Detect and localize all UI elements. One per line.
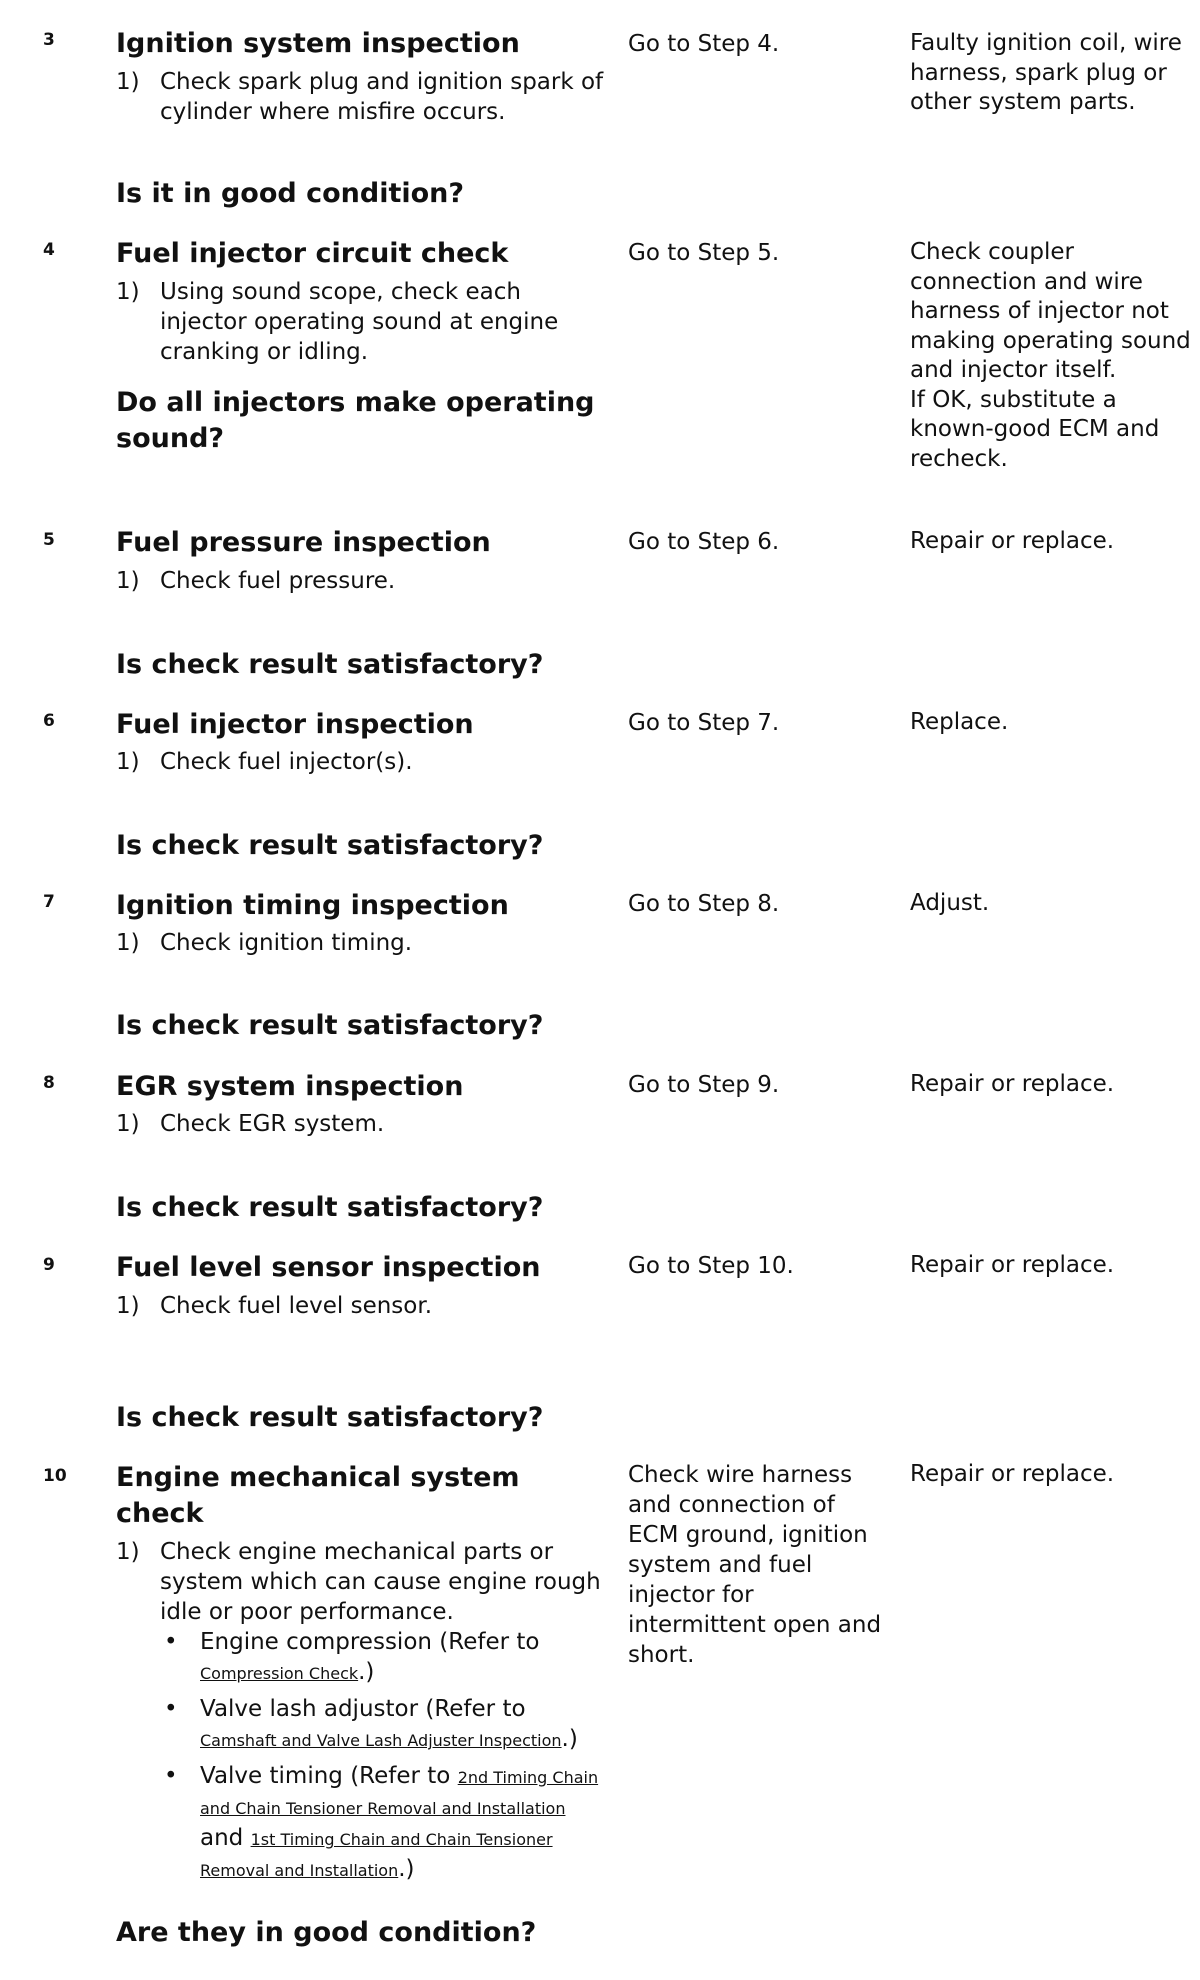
step-number-4: 4 — [43, 240, 55, 260]
item-text: Check fuel injector(s). — [160, 749, 413, 775]
step-no-10: Repair or replace. — [910, 1461, 1115, 1487]
step-yes-10: Check wire harness and connection of ECM ground, ignition system and fuel injector for intermittent open and short. — [628, 1462, 882, 1668]
step-no-9: Repair or replace. — [910, 1252, 1115, 1278]
item-text: Check spark plug and ignition spark of cylinder where misfire occurs. — [160, 69, 604, 125]
item-number: 1) — [116, 1111, 140, 1137]
step-item-8 — [116, 1109, 606, 1139]
step-title-3: Ignition system inspection — [116, 28, 520, 59]
bullet-item-compression — [160, 1627, 600, 1688]
item-text: Check fuel level sensor. — [160, 1293, 433, 1319]
step-yes-7: Go to Step 8. — [628, 891, 780, 917]
step-yes-4: Go to Step 5. — [628, 240, 780, 266]
step-item-9 — [116, 1291, 606, 1321]
item-number: 1) — [116, 279, 140, 305]
item-number: 1) — [116, 1293, 140, 1319]
step-title-7: Ignition timing inspection — [116, 890, 509, 921]
item-text: Check engine mechanical parts or system which can cause engine rough idle or poor performance. — [160, 1539, 601, 1625]
step-item-10 — [116, 1537, 606, 1627]
step-title-10: Engine mechanical system check — [116, 1462, 520, 1529]
second-timing-chain-link[interactable]: 2nd Timing Chain and Chain Tensioner Removal and Installation — [200, 1768, 599, 1818]
step-no-8: Repair or replace. — [910, 1071, 1115, 1097]
step-title-9: Fuel level sensor inspection — [116, 1252, 541, 1283]
step-item-3 — [116, 67, 606, 127]
step-question-9: Is check result satisfactory? — [116, 1402, 544, 1433]
step-number-3: 3 — [43, 30, 55, 50]
bullet-and: and — [200, 1825, 251, 1851]
bullet-text: Valve lash adjustor (Refer to — [200, 1696, 526, 1722]
step-title-6: Fuel injector inspection — [116, 709, 474, 740]
step-yes-6: Go to Step 7. — [628, 710, 780, 736]
step-title-8: EGR system inspection — [116, 1071, 464, 1102]
bullet-end: .) — [398, 1856, 415, 1882]
first-timing-chain-link[interactable]: 1st Timing Chain and Chain Tensioner Removal and Installation — [200, 1830, 553, 1880]
step-yes-5: Go to Step 6. — [628, 529, 780, 555]
step-question-10: Are they in good condition? — [116, 1917, 537, 1948]
step-number-6: 6 — [43, 711, 55, 731]
bullet-end: .) — [358, 1659, 375, 1685]
step-item-6 — [116, 747, 606, 777]
item-text: Using sound scope, check each injector operating sound at engine cranking or idling. — [160, 279, 559, 365]
item-text: Check ignition timing. — [160, 930, 413, 956]
step-no-7: Adjust. — [910, 890, 990, 916]
bullet-end: .) — [561, 1726, 578, 1752]
step-yes-8: Go to Step 9. — [628, 1072, 780, 1098]
compression-check-link[interactable]: Compression Check — [200, 1664, 359, 1683]
step-number-8: 8 — [43, 1073, 55, 1093]
item-number: 1) — [116, 930, 140, 956]
step-number-9: 9 — [43, 1255, 55, 1275]
item-number: 1) — [116, 1539, 140, 1565]
step-number-10: 10 — [43, 1466, 67, 1486]
step-question-5: Is check result satisfactory? — [116, 649, 544, 680]
item-number: 1) — [116, 69, 140, 95]
bullet-item-valve-lash — [160, 1694, 600, 1755]
bullet-list — [160, 1627, 600, 1891]
step-question-6: Is check result satisfactory? — [116, 830, 544, 861]
step-no-6: Replace. — [910, 709, 1009, 735]
step-title-4: Fuel injector circuit check — [116, 238, 509, 269]
item-number: 1) — [116, 568, 140, 594]
no-action-text: Check coupler connection and wire harness of injector not making operating sound and injector itself. — [910, 239, 1191, 383]
step-question-8: Is check result satisfactory? — [116, 1192, 544, 1223]
no-action-text-2: If OK, substitute a known-good ECM and recheck. — [910, 386, 1160, 472]
step-number-5: 5 — [43, 530, 55, 550]
bullet-icon: • — [164, 1696, 178, 1722]
step-no-3: Faulty ignition coil, wire harness, spark plug or other system parts. — [910, 30, 1182, 115]
item-number: 1) — [116, 749, 140, 775]
step-item-4 — [116, 277, 606, 367]
item-text: Check fuel pressure. — [160, 568, 396, 594]
step-yes-9: Go to Step 10. — [628, 1253, 794, 1279]
step-title-5: Fuel pressure inspection — [116, 527, 491, 558]
step-no-5: Repair or replace. — [910, 528, 1115, 554]
step-question-3: Is it in good condition? — [116, 178, 465, 209]
bullet-icon: • — [164, 1629, 178, 1655]
step-no-4 — [910, 238, 1195, 474]
bullet-text: Engine compression (Refer to — [200, 1629, 540, 1655]
bullet-item-valve-timing — [160, 1761, 600, 1885]
item-text: Check EGR system. — [160, 1111, 385, 1137]
step-question-4: Do all injectors make operating sound? — [116, 387, 595, 454]
step-question-7: Is check result satisfactory? — [116, 1010, 544, 1041]
step-item-5 — [116, 566, 606, 596]
step-yes-3: Go to Step 4. — [628, 31, 780, 57]
camshaft-valve-lash-link[interactable]: Camshaft and Valve Lash Adjuster Inspection — [200, 1731, 562, 1750]
step-number-7: 7 — [43, 892, 55, 912]
bullet-text: Valve timing (Refer to — [200, 1763, 458, 1789]
bullet-icon: • — [164, 1763, 178, 1789]
step-item-7 — [116, 928, 606, 958]
